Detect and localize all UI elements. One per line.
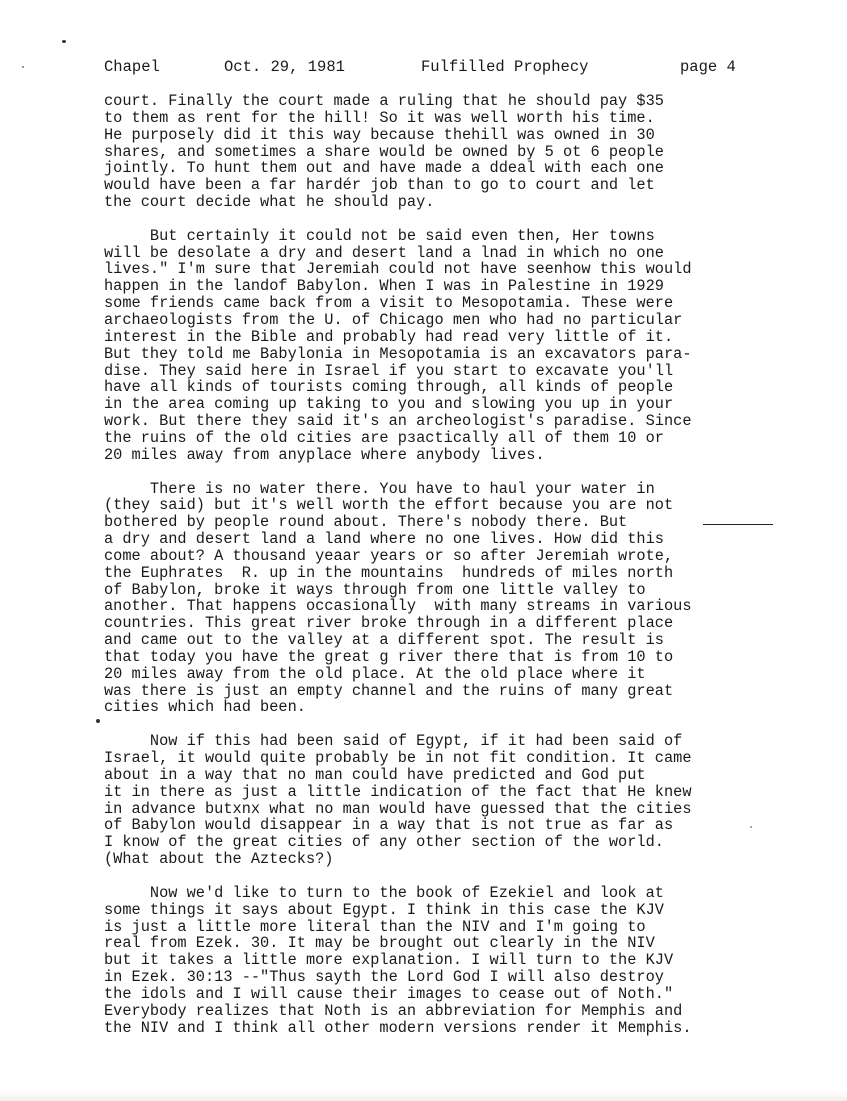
text-line: cities which had been.	[104, 698, 306, 717]
header-page-number: page 4	[680, 58, 736, 76]
handwritten-underline	[703, 524, 773, 525]
text-line: it in there as just a little indication of the fact that He knew	[104, 782, 692, 801]
text-line: (What about the Aztecks?)	[104, 850, 334, 869]
text-line: lives." I'm sure that Jeremiah could not have seenhow this would	[104, 260, 692, 279]
page-header	[104, 57, 764, 79]
text-line: to them as rent for the hill! So it was well worth his time.	[104, 108, 655, 127]
header-title: Fulfilled Prophecy	[421, 58, 589, 76]
paragraph-gap	[104, 211, 784, 228]
paragraph	[104, 481, 784, 717]
text-line: have all kinds of tourists coming through, all kinds of people	[104, 378, 674, 397]
text-line: some friends came back from a visit to Mesopotamia. These were	[104, 294, 674, 313]
text-line: I know of the great cities of any other section of the world.	[104, 833, 664, 852]
text-line: some things it says about Egypt. I think in this case the KJV	[104, 900, 664, 919]
text-line: But they told me Babylonia in Mesopotamia is an excavators para-	[104, 344, 692, 363]
text-line: He purposely did it this way because thehill was owned in 30	[104, 125, 655, 144]
text-line: But certainly it could not be said even then, Her towns	[104, 226, 655, 245]
paragraph	[104, 885, 784, 1037]
text-line: happen in the landof Babylon. When I was in Palestine in 1929	[104, 277, 664, 296]
text-line: of Babylon would disappear in a way that is not true as far as	[104, 816, 674, 835]
header-date: Oct. 29, 1981	[224, 58, 345, 76]
text-line: Everybody realizes that Noth is an abbreviation for Memphis and	[104, 1001, 683, 1020]
text-line: interest in the Bible and probably had read very little of it.	[104, 327, 674, 346]
body-text	[104, 93, 784, 1036]
text-line: the ruins of the old cities are pзactically all of them 10 or	[104, 428, 664, 447]
text-line: Israel, it would quite probably be in not fit condition. It came	[104, 749, 692, 768]
text-line: shares, and sometimes a share would be owned by 5 ot 6 people	[104, 142, 664, 161]
text-line: and came out to the valley at a different spot. The result is	[104, 631, 664, 650]
text-line: (they said) but it's well worth the effort because you are not	[104, 496, 674, 515]
paragraph	[104, 93, 784, 211]
text-line: would have been a far hardér job than to go to court and let	[104, 176, 655, 195]
paragraph	[104, 733, 784, 868]
text-line: the NIV and I think all other modern versions render it Memphis.	[104, 1018, 692, 1037]
text-line: There is no water there. You have to haul your water in	[104, 479, 655, 498]
paper-speck	[22, 66, 24, 68]
text-line: work. But there they said it's an archeologist's paradise. Since	[104, 412, 692, 431]
text-line: that today you have the great g river there that is from 10 to	[104, 647, 674, 666]
text-line: in Ezek. 30:13 --"Thus sayth the Lord God I will also destroy	[104, 968, 664, 987]
text-line: Now if this had been said of Egypt, if it had been said of	[104, 732, 683, 751]
text-line: in the area coming up taking to you and slowing you up in your	[104, 395, 674, 414]
text-line: but it takes a little more explanation. I will turn to the KJV	[104, 951, 674, 970]
text-line: was there is just an empty channel and the ruins of many great	[104, 681, 674, 700]
header-course: Chapel	[104, 58, 160, 76]
text-line: come about? A thousand yeaar years or so after Jeremiah wrote,	[104, 546, 674, 565]
text-line: the idols and I will cause their images to cease out of Noth."	[104, 984, 674, 1003]
paragraph-gap	[104, 464, 784, 481]
text-line: Now we'd like to turn to the book of Ezekiel and look at	[104, 883, 664, 902]
text-line: is just a little more literal than the NIV and I'm going to	[104, 917, 646, 936]
text-line: another. That happens occasionally with many streams in various	[104, 597, 692, 616]
text-line: the Euphrates R. up in the mountains hundreds of miles north	[104, 563, 674, 582]
text-line: real from Ezek. 30. It may be brought out clearly in the NIV	[104, 934, 655, 953]
text-line: the court decide what he should pay.	[104, 193, 435, 212]
paragraph-gap	[104, 716, 784, 733]
text-line: 20 miles away from the old place. At the old place where it	[104, 664, 646, 683]
paragraph	[104, 228, 784, 464]
paragraph-gap	[104, 868, 784, 885]
text-line: jointly. To hunt them out and have made a ddeal with each one	[104, 159, 664, 178]
text-line: will be desolate a dry and desert land a lnad in which no one	[104, 243, 664, 262]
text-line: a dry and desert land a land where no one lives. How did this	[104, 530, 664, 549]
text-line: bothered by people round about. There's nobody there. But	[104, 513, 628, 532]
text-line: court. Finally the court made a ruling that he should pay $35	[104, 92, 664, 110]
text-line: of Babylon, broke it ways through from one little valley to	[104, 580, 646, 599]
paper-speck	[96, 719, 100, 723]
text-line: about in a way that no man could have predicted and God put	[104, 765, 646, 784]
text-line: 20 miles away from anyplace where anybody lives.	[104, 445, 545, 464]
text-line: countries. This great river broke through in a different place	[104, 614, 674, 633]
text-line: in advance butxnx what no man would have guessed that the cities	[104, 799, 692, 818]
text-line: archaeologists from the U. of Chicago men who had no particular	[104, 311, 683, 330]
text-line: dise. They said here in Israel if you start to excavate you'll	[104, 361, 674, 380]
page-edge-shadow	[0, 1091, 847, 1101]
paper-speck	[62, 40, 66, 43]
